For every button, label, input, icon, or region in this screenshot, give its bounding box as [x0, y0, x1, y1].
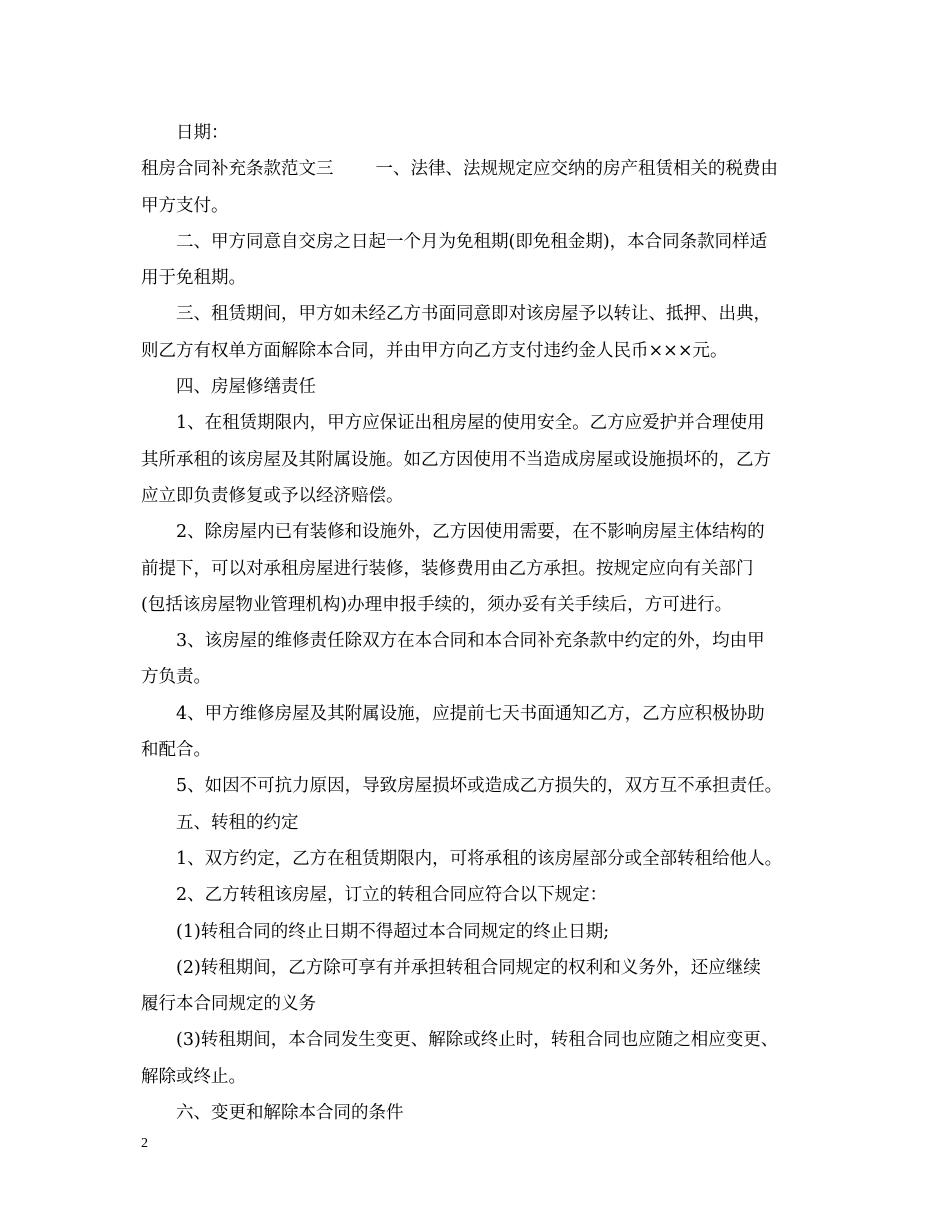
paragraph-line	[141, 732, 813, 768]
line-text: 用于免租期。	[141, 268, 246, 289]
line-text: 日期：	[176, 123, 229, 143]
line-text: 其所承租的该房屋及其附属设施。如乙方因使用不当造成房屋或设施损坏的，乙方	[141, 449, 771, 470]
line-text: 4、甲方维修房屋及其附属设施，应提前七天书面通知乙方，乙方应积极协助	[176, 703, 765, 724]
paragraph-line	[141, 296, 813, 332]
line-text: 5、如因不可抗力原因，导致房屋损坏或造成乙方损失的，双方互不承担责任。	[176, 776, 783, 797]
line-text: 甲方支付。	[141, 195, 229, 216]
paragraph-line	[141, 188, 813, 224]
paragraph-line	[141, 224, 813, 260]
paragraph-line	[141, 659, 813, 695]
document-body	[141, 115, 813, 1131]
line-text: 四、房屋修缮责任	[176, 377, 316, 398]
paragraph-line	[141, 986, 813, 1022]
paragraph-line	[141, 587, 813, 623]
line-text: 履行本合同规定的义务	[141, 994, 316, 1015]
line-text: (2)转租期间，乙方除可享有并承担转租合同规定的权利和义务外，还应继续	[176, 957, 761, 978]
line-text: 五、转租的约定	[176, 812, 299, 833]
line-text: 1、在租赁期限内，甲方应保证出租房屋的使用安全。乙方应爱护并合理使用	[176, 413, 765, 434]
paragraph-line	[141, 551, 813, 587]
section-heading	[141, 805, 813, 841]
line-text: 解除或终止。	[141, 1066, 246, 1087]
line-text: 二、甲方同意自交房之日起一个月为免租期(即免租金期)，本合同条款同样适	[176, 231, 768, 252]
line-text: 则乙方有权单方面解除本合同，并由甲方向乙方支付违约金人民币×××元。	[141, 340, 728, 361]
paragraph-line	[141, 405, 813, 441]
paragraph-line	[141, 1059, 813, 1095]
line-text: 前提下，可以对承租房屋进行装修，装修费用由乙方承担。按规定应向有关部门	[141, 558, 754, 579]
paragraph-line	[141, 877, 813, 913]
page-number: 2	[141, 1136, 148, 1151]
line-text: 2、除房屋内已有装修和设施外，乙方因使用需要，在不影响房屋主体结构的	[176, 522, 765, 543]
line-text: (包括该房屋物业管理机构)办理申报手续的，须办妥有关手续后，方可进行。	[141, 594, 733, 615]
section-title: 租房合同补充条款范文三	[141, 159, 334, 180]
line-text: 和配合。	[141, 740, 211, 761]
line-text: 3、该房屋的维修责任除双方在本合同和本合同补充条款中约定的外，均由甲	[176, 631, 765, 652]
paragraph-line	[141, 914, 813, 950]
section-heading	[141, 369, 813, 405]
line-text: 方负责。	[141, 667, 211, 688]
paragraph-line	[141, 260, 813, 296]
line-text: 三、租赁期间，甲方如未经乙方书面同意即对该房屋予以转让、抵押、出典，	[176, 304, 771, 325]
line-text: 六、变更和解除本合同的条件	[176, 1103, 404, 1124]
paragraph-line	[141, 478, 813, 514]
paragraph-line	[141, 151, 813, 187]
paragraph-line	[141, 623, 813, 659]
date-label	[141, 115, 813, 151]
paragraph-line	[141, 696, 813, 732]
paragraph-line	[141, 768, 813, 804]
section-heading	[141, 1095, 813, 1131]
line-text: 一、法律、法规规定应交纳的房产租赁相关的税费由	[375, 159, 778, 180]
line-text: 1、双方约定，乙方在租赁期限内，可将承租的该房屋部分或全部转租给他人。	[176, 848, 783, 869]
line-text: 2、乙方转租该房屋，订立的转租合同应符合以下规定：	[176, 885, 608, 906]
line-text: (3)转租期间，本合同发生变更、解除或终止时，转租合同也应随之相应变更、	[176, 1030, 779, 1051]
paragraph-line	[141, 514, 813, 550]
paragraph-line	[141, 950, 813, 986]
paragraph-line	[141, 1022, 813, 1058]
line-text: 应立即负责修复或予以经济赔偿。	[141, 485, 404, 506]
paragraph-line	[141, 841, 813, 877]
paragraph-line	[141, 333, 813, 369]
paragraph-line	[141, 442, 813, 478]
line-text: (1)转租合同的终止日期不得超过本合同规定的终止日期;	[176, 921, 610, 942]
